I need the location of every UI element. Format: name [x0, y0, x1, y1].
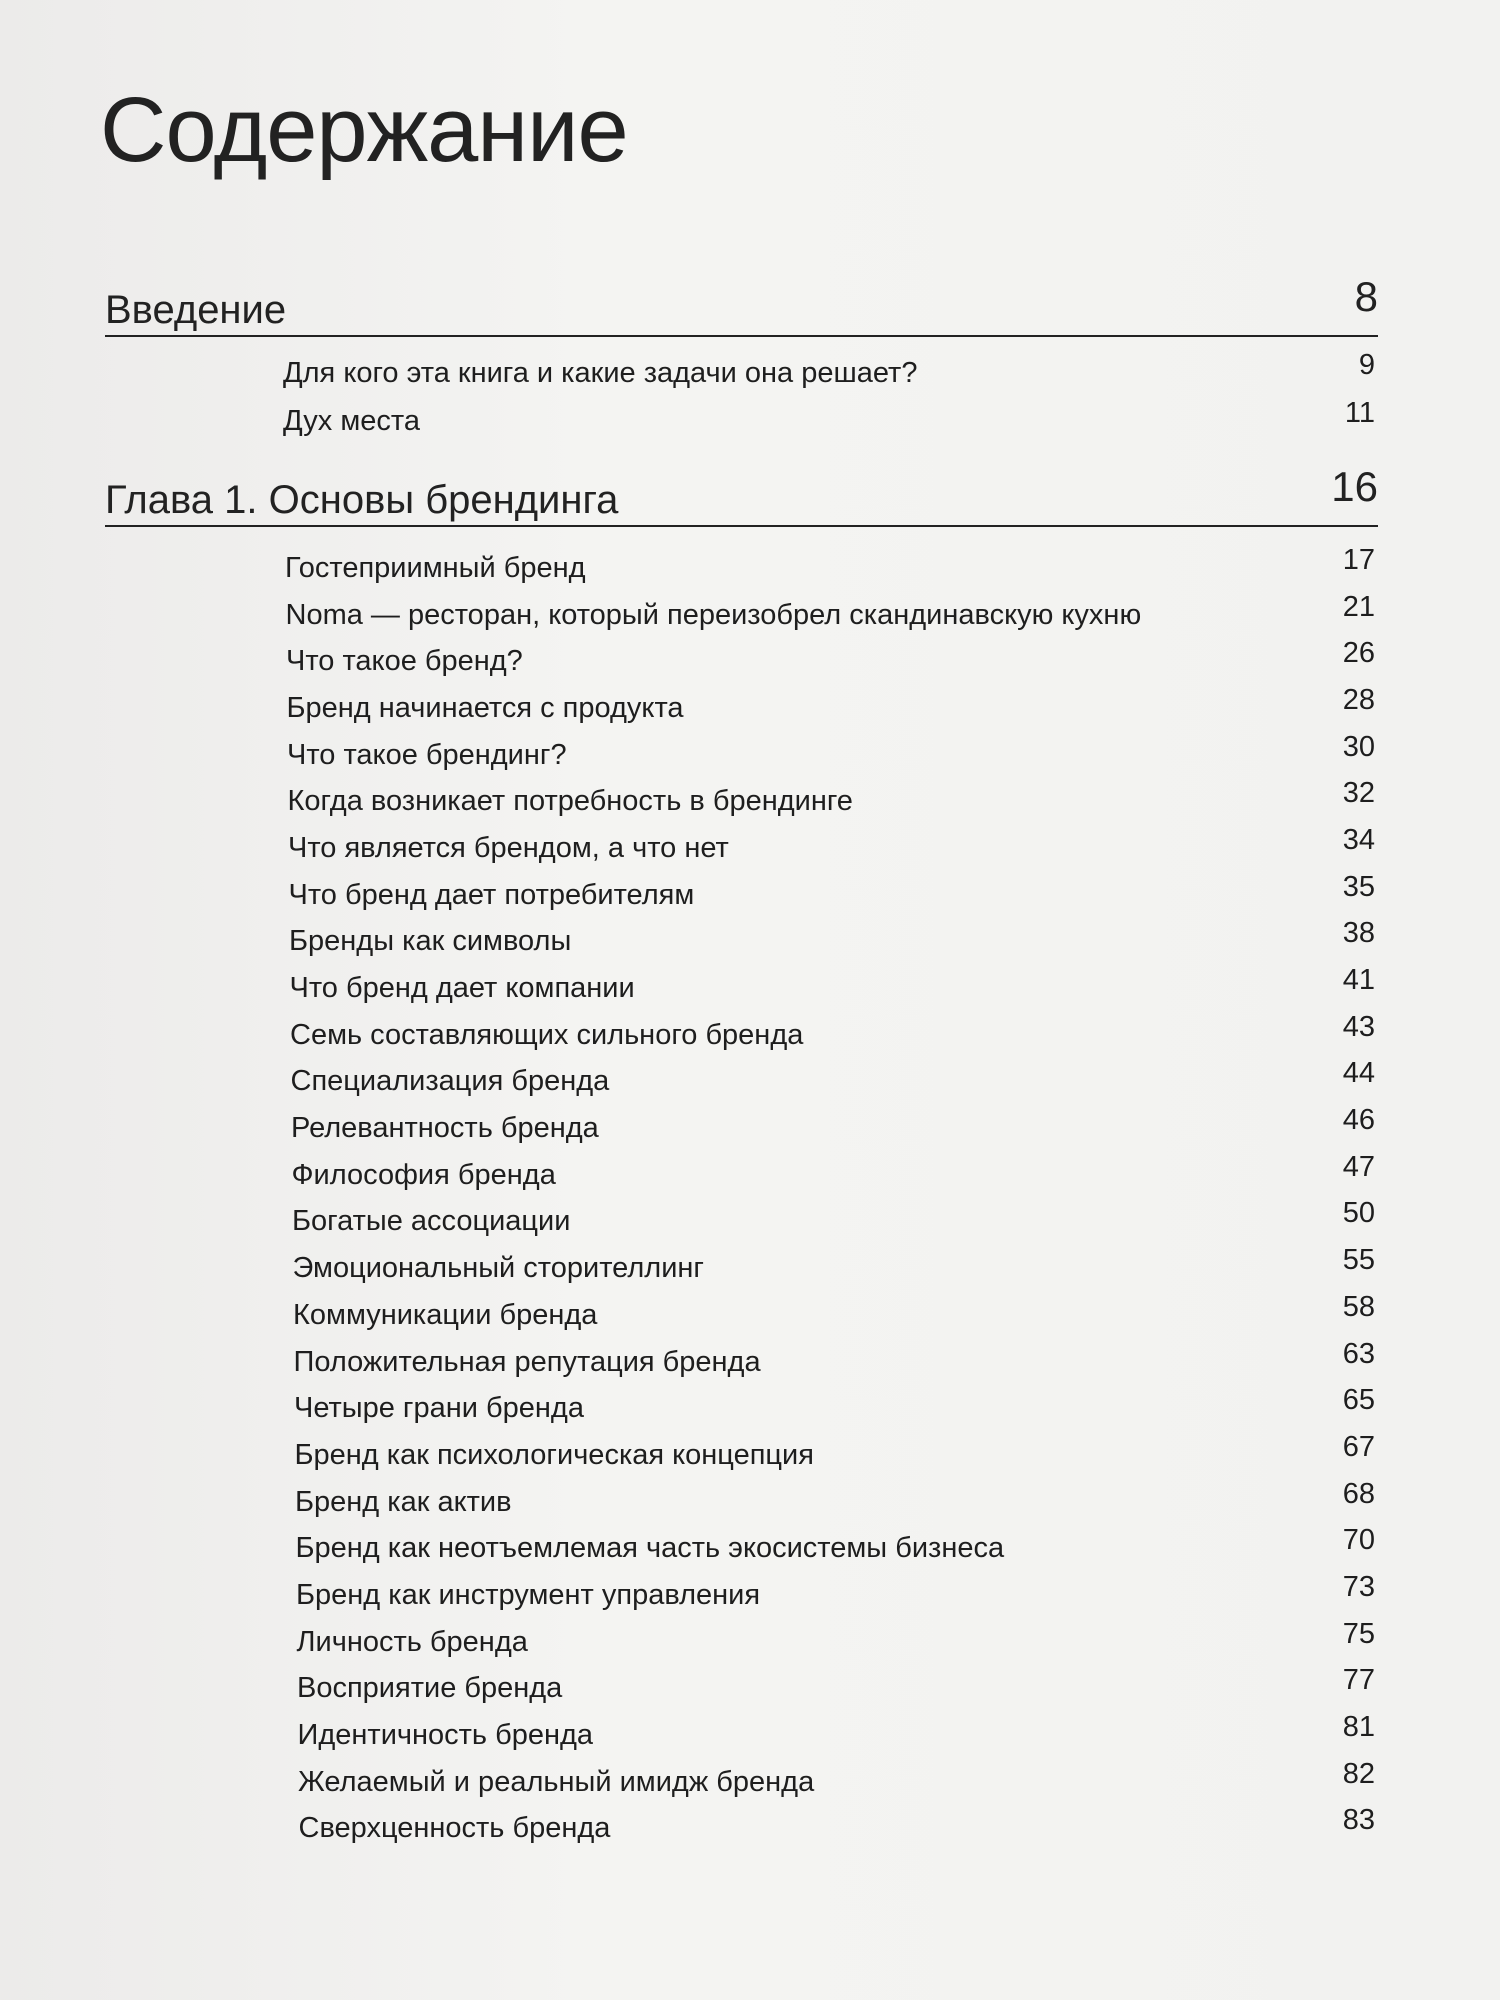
toc-entry	[105, 732, 1378, 779]
toc-entry-page-number: 41	[1342, 964, 1375, 997]
toc-entry-page-number: 35	[1342, 870, 1375, 903]
toc-entry-title: Релевантность бренда	[291, 1112, 599, 1145]
toc-entry	[105, 638, 1378, 685]
toc-entry-page-number: 83	[1342, 1804, 1375, 1837]
toc-section-chapter-1	[105, 463, 1378, 1852]
toc-entry	[105, 1339, 1378, 1386]
toc-entry-title: Бренд как актив	[295, 1485, 512, 1518]
toc-entry-title: Коммуникации бренда	[293, 1298, 598, 1331]
toc-entry-page-number: 82	[1342, 1757, 1375, 1790]
toc-entry-title: Когда возникает потребность в брендинге	[287, 785, 853, 818]
toc-entry	[105, 592, 1378, 639]
toc-entry-title: Для кого эта книга и какие задачи она решает?	[283, 356, 918, 389]
toc-entry-page-number: 9	[1358, 348, 1375, 381]
toc-entry-page-number: 73	[1342, 1570, 1375, 1603]
toc-entry	[105, 825, 1378, 872]
toc-entry	[105, 919, 1378, 966]
toc-entry-page-number: 77	[1342, 1664, 1375, 1697]
toc-entry-title: Семь составляющих сильного бренда	[290, 1018, 804, 1051]
toc-entry-page-number: 65	[1342, 1384, 1375, 1417]
toc-entry	[105, 778, 1378, 825]
toc-entry	[105, 1292, 1378, 1339]
toc-entry-title: Бренд как неотъемлемая часть экосистемы бизнеса	[295, 1532, 1005, 1565]
toc-entry-title: Бренд начинается с продукта	[286, 691, 684, 724]
toc-entry	[105, 1759, 1378, 1806]
toc-entry-page-number: 34	[1342, 823, 1375, 856]
toc-entry-title: Богатые ассоциации	[292, 1205, 571, 1238]
toc-entry-title: Гостеприимный бренд	[285, 551, 586, 584]
toc-entry-title: Что бренд дает потребителям	[288, 878, 695, 911]
toc-entry-page-number: 46	[1342, 1104, 1375, 1137]
toc-entry	[105, 397, 1378, 445]
toc-entry-title: Бренд как психологическая концепция	[294, 1438, 814, 1471]
toc-entry-page-number: 68	[1342, 1477, 1375, 1510]
toc-entry-page-number: 21	[1342, 590, 1375, 623]
toc-entry-title: Бренды как символы	[289, 925, 572, 958]
toc-entry-page-number: 44	[1342, 1057, 1375, 1090]
toc-entry	[105, 1105, 1378, 1152]
toc-entry-title: Восприятие бренда	[297, 1672, 563, 1705]
section-title: Введение	[105, 288, 287, 332]
toc-entry-title: Четыре грани бренда	[294, 1392, 584, 1425]
toc-entry-title: Что бренд дает компании	[289, 972, 635, 1005]
toc-entry	[105, 1666, 1378, 1713]
toc-entry-title: Что такое брендинг?	[287, 738, 567, 771]
toc-entry-page-number: 11	[1344, 396, 1375, 429]
section-title: Глава 1. Основы брендинга	[105, 478, 619, 522]
section-heading	[105, 273, 1378, 337]
toc-entry-page-number: 38	[1342, 917, 1375, 950]
section-heading	[105, 463, 1378, 527]
toc-entry	[105, 965, 1378, 1012]
toc-entry-page-number: 63	[1342, 1337, 1375, 1370]
toc-entry-title: Положительная репутация бренда	[293, 1345, 761, 1378]
toc-entry	[105, 349, 1378, 397]
toc-entry-page-number: 17	[1342, 543, 1375, 576]
toc-entry-title: Сверхценность бренда	[298, 1812, 611, 1845]
toc-entry-title: Эмоциональный сторителлинг	[292, 1252, 704, 1285]
toc-entry	[105, 1572, 1378, 1619]
toc-entry-title: Философия бренда	[291, 1158, 556, 1191]
toc-entry-title: Личность бренда	[296, 1625, 528, 1658]
toc-entry-page-number: 55	[1342, 1244, 1375, 1277]
toc-entry	[105, 1152, 1378, 1199]
toc-entry-page-number: 50	[1342, 1197, 1375, 1230]
toc-entry-page-number: 26	[1342, 637, 1375, 670]
toc-entry	[105, 1432, 1378, 1479]
toc-entry-page-number: 75	[1342, 1617, 1375, 1650]
toc-entry-page-number: 81	[1342, 1711, 1375, 1744]
toc-entry-page-number: 58	[1342, 1290, 1375, 1323]
toc-entry	[105, 1059, 1378, 1106]
toc-entry	[105, 545, 1378, 592]
toc-entry	[105, 1385, 1378, 1432]
toc-entry-page-number: 30	[1342, 730, 1375, 763]
toc-entry-title: Что является брендом, а что нет	[288, 831, 729, 864]
toc-entry	[105, 1806, 1378, 1853]
toc-entry	[105, 1525, 1378, 1572]
toc-entry-title: Что такое бренд?	[286, 645, 523, 678]
toc-entry-page-number: 70	[1342, 1524, 1375, 1557]
section-page-number: 16	[1331, 463, 1378, 510]
toc-entry	[105, 1712, 1378, 1759]
section-page-number: 8	[1354, 273, 1378, 320]
toc-entry	[105, 685, 1378, 732]
toc-entry-page-number: 32	[1342, 777, 1375, 810]
toc-entry-title: Noma — ресторан, который переизобрел скандинавскую кухню	[285, 598, 1142, 631]
toc-entry-title: Идентичность бренда	[297, 1719, 594, 1752]
toc-entry	[105, 1245, 1378, 1292]
toc-entry	[105, 1012, 1378, 1059]
toc-entry-page-number: 47	[1342, 1150, 1375, 1183]
toc-entry	[105, 1619, 1378, 1666]
toc-entry-title: Бренд как инструмент управления	[296, 1578, 761, 1611]
toc-entry-title: Желаемый и реальный имидж бренда	[298, 1765, 815, 1798]
toc-entry	[105, 1479, 1378, 1526]
toc-entry-title: Дух места	[283, 404, 420, 437]
toc-entry-page-number: 67	[1342, 1430, 1375, 1463]
section-items	[105, 349, 1378, 445]
toc-entry-page-number: 43	[1342, 1010, 1375, 1043]
toc-entry	[105, 872, 1378, 919]
toc-section-introduction	[105, 273, 1378, 445]
toc-entry-title: Специализация бренда	[290, 1065, 610, 1098]
toc-entry-page-number: 28	[1342, 683, 1375, 716]
toc-entry	[105, 1199, 1378, 1246]
section-items	[105, 545, 1378, 1852]
page-title: Содержание	[100, 79, 628, 181]
